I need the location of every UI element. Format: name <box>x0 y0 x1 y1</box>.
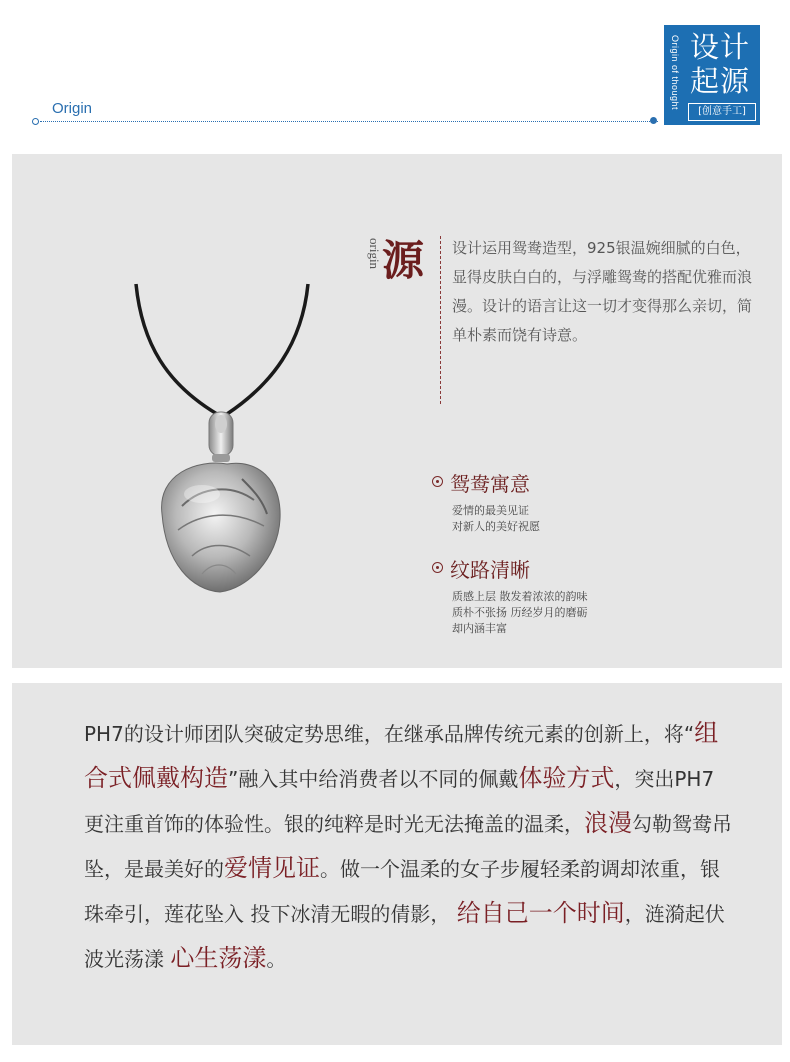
badge-tag: [创意手工] <box>688 103 756 121</box>
origin-character: 源 <box>382 236 425 285</box>
origin-label: Origin <box>52 100 93 117</box>
story-text: PH7的设计师团队突破定势思维，在继承品牌传统元素的创新上，将“ <box>84 722 695 746</box>
story-text: ，突出PH7更注重首饰的体验性。银的纯粹是时光无法掩盖的温柔， <box>84 767 715 836</box>
story-text: ，涟漪起伏 波光荡漾 <box>84 902 725 971</box>
story-highlight: 组合式佩戴构造 <box>84 719 719 792</box>
vertical-divider <box>440 236 441 404</box>
badge-side-text: Origin of thought <box>670 35 680 111</box>
design-origin-badge <box>664 25 760 125</box>
story-text: 。 <box>266 947 287 971</box>
design-description: 设计运用鸳鸯造型，925银温婉细腻的白色，显得皮肤白白的，与浮雕鸳鸯的搭配优雅而浪漫。设计的语言让这一切才变得那么亲切，简单朴素而饶有诗意。 <box>452 239 753 344</box>
story-highlight: 爱情见证 <box>224 854 320 882</box>
feature-line: 爱情的最美见证 <box>452 504 529 517</box>
bullet-icon <box>432 476 443 487</box>
story-text: 勾勒鸳鸯吊坠，是最美好的 <box>84 812 732 881</box>
story-highlight: 体验方式 <box>518 764 615 792</box>
design-panel <box>12 154 782 668</box>
origin-vertical-text: origin <box>367 238 382 270</box>
badge-title-line2: 起源 <box>690 64 751 98</box>
bullet-icon <box>432 562 443 573</box>
story-highlight: 浪漫 <box>584 809 632 837</box>
feature-line: 质朴不张扬 历经岁月的磨砺 <box>452 606 588 619</box>
pendant-image <box>122 274 322 624</box>
story-text: ”融入其中给消费者以不同的佩戴 <box>228 767 519 791</box>
feature-line: 却内涵丰富 <box>452 622 507 635</box>
story-text: 。做一个温柔的女子步履轻柔韵调却浓重，银珠牵引，莲花坠入 投下冰清无暇的倩影， <box>84 857 720 926</box>
story-paragraph <box>84 711 734 981</box>
story-highlight: 心生荡漾 <box>170 944 267 972</box>
dotted-divider <box>40 121 658 122</box>
feature-line: 对新人的美好祝愿 <box>452 520 540 533</box>
feature-title: 纹路清晰 <box>450 558 530 582</box>
story-panel <box>12 683 782 1045</box>
feature-title: 鸳鸯寓意 <box>450 472 530 496</box>
story-highlight: 给自己一个时间 <box>456 899 625 927</box>
feature-line: 质感上层 散发着浓浓的韵味 <box>452 590 588 603</box>
dot-marker-right <box>650 117 657 124</box>
badge-title-line1: 设计 <box>690 30 751 64</box>
dot-marker-left <box>32 118 39 125</box>
